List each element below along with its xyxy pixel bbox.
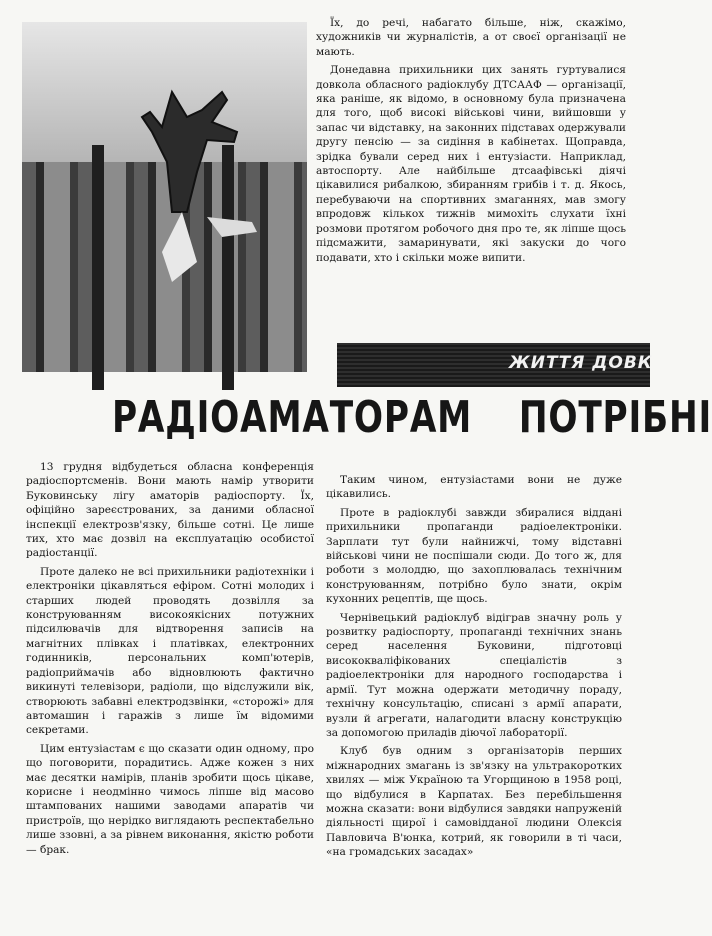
hands-illustration <box>22 22 307 372</box>
paragraph: Проте далеко не всі прихильники радіотехніки і електроніки цікавляться ефіром. Сотні молодих і старших людей проводять дозвілля за конструюванням високоякісних потужних підсилювачів для відтворення записів на магнітних плівках і платівках, електронних годинників, персональних комп'ютерів, радіоприймачів або відновлюють фактично викинуті телевізори, радіоли, що відслужили вік, створюють забавні електродзвінки, «сторожі» для автомашин і гаражів з лише їм відомими секретами. <box>26 565 314 737</box>
right-text-column <box>326 473 622 864</box>
paragraph: Чернівецький радіоклуб відіграв значну роль у розвитку радіоспорту, пропаганді технічних знань серед населення Буковини, підготовці висококваліфікованих спеціалістів з радіоелектроніки для народного господарства і армії. Тут можна одержати методичну пораду, технічну консультацію, списані з армії апарати, вузли й агрегати, налагодити власну конструкцію за допомогою приладів діючої лабораторії. <box>326 611 622 739</box>
paragraph: Їх, до речі, набагато більше, ніж, скажімо, художників чи журналістів, а от своєї організації не мають. <box>316 17 626 58</box>
left-text-column <box>26 460 314 861</box>
paragraph: Донедавна прихильники цих занять гуртувалися довкола обласного радіоклубу ДТСААФ — організації, яка раніше, як відомо, в основному була призначена для того, щоб високі військові чини, вийшовши у запас чи відставку, на законних підставах одержували другу пенсію — за сидіння в кабінетах. Щоправда, зрідка бували серед них і ентузіасти. Наприклад, автоспорту. Але найбільше дтсаафівські діячі цікавилися рибалкою, збиранням грибів і т. д. Якось, перебуваючи на спортивних змаганнях, мав змогу впродовж кількох тижнів мимохіть слухати їхні розмови протягом робочого дня про те, як ліпше щось підсмажити, замаринувати, які закуски до чого подавати, хто і скільки може випити. <box>316 64 626 264</box>
headline-word: РАДІОАМАТОРАМ <box>112 392 473 443</box>
section-banner <box>337 343 653 387</box>
top-text-column <box>316 16 626 269</box>
headline-word: ПОТРІБНІ <box>518 392 712 443</box>
paragraph: Клуб був одним з організаторів перших міжнародних змагань із зв'язку на ультракоротких хвилях — між Україною та Угорщиною в 1958 році, що відбулися в Карпатах. Без перебільшення можна сказати: вони відбулися завдяки напруженій діяльності щирої і самовідданої людини Олексія Павловича В'юнка, котрий, як говорили в ті часи, «на громадських засадах» <box>326 745 622 859</box>
paragraph: 13 грудня відбудеться обласна конференція радіоспортсменів. Вони мають намір утворити Буковинську лігу аматорів радіоспорту. Їх, офіційно зареєстрованих, за даними обласної інспекції електрозв'язку, більше сотні. Це лише тих, хто має дозвіл на експлуатацію особистої радіостанції. <box>26 461 314 560</box>
paragraph: Проте в радіоклубі завжди збиралися віддані прихильники пропаганди радіоелектроніки. Зарплати тут були найнижчі, тому відставні військові чини не поспішали сюди. До того ж, для роботи з молоддю, що захоплювалась технічним конструюванням, потрібно було знати, окрім кухонних рецептів, ще щось. <box>326 506 622 606</box>
banner-text: ЖИТТЯ ДОВК <box>509 353 653 373</box>
article-photo <box>22 22 307 372</box>
paragraph: Цим ентузіастам є що сказати один одному, про що поговорити, порадитись. Адже кожен з них має десятки намірів, планів зробити щось цікаве, корисне і неодмінно чимось ліпше від масово штампованих нашими заводами апаратів чи пристроїв, що нерідко виглядають респектабельно лише ззовні, а за рівнем виконання, якістю роботи — брак. <box>26 742 314 856</box>
paragraph: Таким чином, ентузіастами вони не дуже цікавились. <box>326 474 622 501</box>
headline <box>112 392 712 464</box>
